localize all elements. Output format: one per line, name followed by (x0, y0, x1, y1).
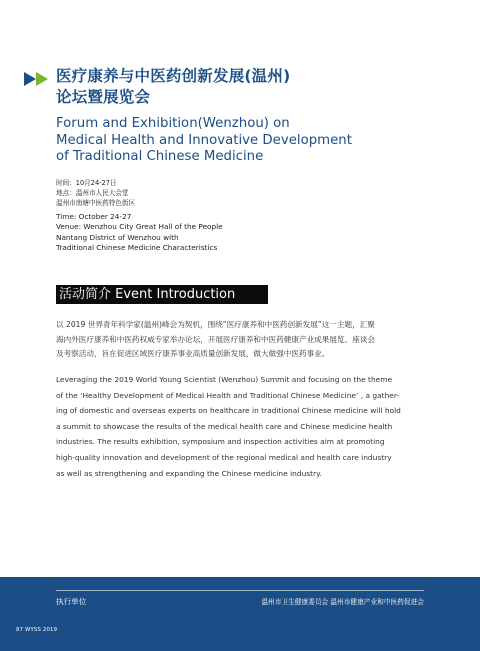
title-en-line-1: Forum and Exhibition(Wenzhou) on (56, 116, 290, 131)
event-district-en-2: Traditional Chinese Medicine Characteristics (56, 243, 218, 253)
title-zh (56, 66, 290, 108)
event-district-zh: 温州市南塘中医药特色街区 (56, 199, 136, 208)
intro-zh-line: 海内外医疗康养和中医药权威专家举办论坛，开展医疗康养和中医药健康产业成果展览、座谈会 (56, 334, 375, 344)
title-zh-line-2: 论坛暨展览会 (56, 88, 151, 106)
event-info-en (56, 212, 223, 254)
event-time-zh: 时间：10月24-27日 (56, 179, 117, 187)
intro-en-line: ing of domestic and overseas experts on healthcare in traditional Chinese medicine will hold (56, 406, 401, 416)
organizer-names: 温州市卫生健康委员会 温州市健康产业和中医药促进会 (261, 598, 424, 606)
title-en-line-3: of Traditional Chinese Medicine (56, 149, 264, 164)
intro-paragraph-zh (56, 318, 428, 362)
intro-zh-line: 及考察活动，旨在促进区域医疗康养事业高质量创新发展，做大做强中医药事业。 (56, 349, 330, 359)
title-en (56, 116, 352, 166)
event-venue-zh: 地点：温州市人民大会堂 (56, 189, 129, 198)
section-heading: 活动简介 Event Introduction (59, 287, 236, 302)
intro-paragraph-en (56, 372, 428, 481)
intro-en-line: as well as strengthening and expanding the Chinese medicine industry. (56, 468, 322, 478)
footer-band (0, 577, 480, 651)
intro-en-line: of the ‘Healthy Development of Medical Health and Traditional Chinese Medicine’ , a gather- (56, 390, 400, 400)
double-arrow-icon (24, 72, 50, 86)
event-district-en-1: Nantang District of Wenzhou with (56, 232, 179, 242)
title-en-line-2: Medical Health and Innovative Development (56, 132, 352, 148)
intro-en-line: high-quality innovation and development of the regional medical and health care industry (56, 452, 392, 462)
event-venue-en: Venue: Wenzhou City Great Hall of the People (56, 222, 223, 232)
intro-en-line: a summit to showcase the results of the medical health care and Chinese medicine health (56, 421, 393, 431)
intro-en-line: Leveraging the 2019 World Young Scientist (Wenzhou) Summit and focusing on the theme (56, 375, 393, 384)
event-info-zh (56, 178, 135, 209)
title-zh-line-1: 医疗康养与中医药创新发展(温州) (56, 67, 291, 85)
organizer-label: 执行单位 (56, 597, 87, 606)
intro-en-line: industries. The results exhibition, symposium and inspection activities aim at promoting (56, 437, 385, 447)
intro-zh-line: 以 2019 世界青年科学家(温州)峰会为契机，围绕“医疗康养和中医药创新发展”这一主题，汇聚 (56, 320, 375, 329)
event-time-en: Time: October 24-27 (56, 212, 132, 221)
footer-divider (56, 590, 424, 591)
page-number: 87 WYSS 2019 (16, 627, 58, 633)
